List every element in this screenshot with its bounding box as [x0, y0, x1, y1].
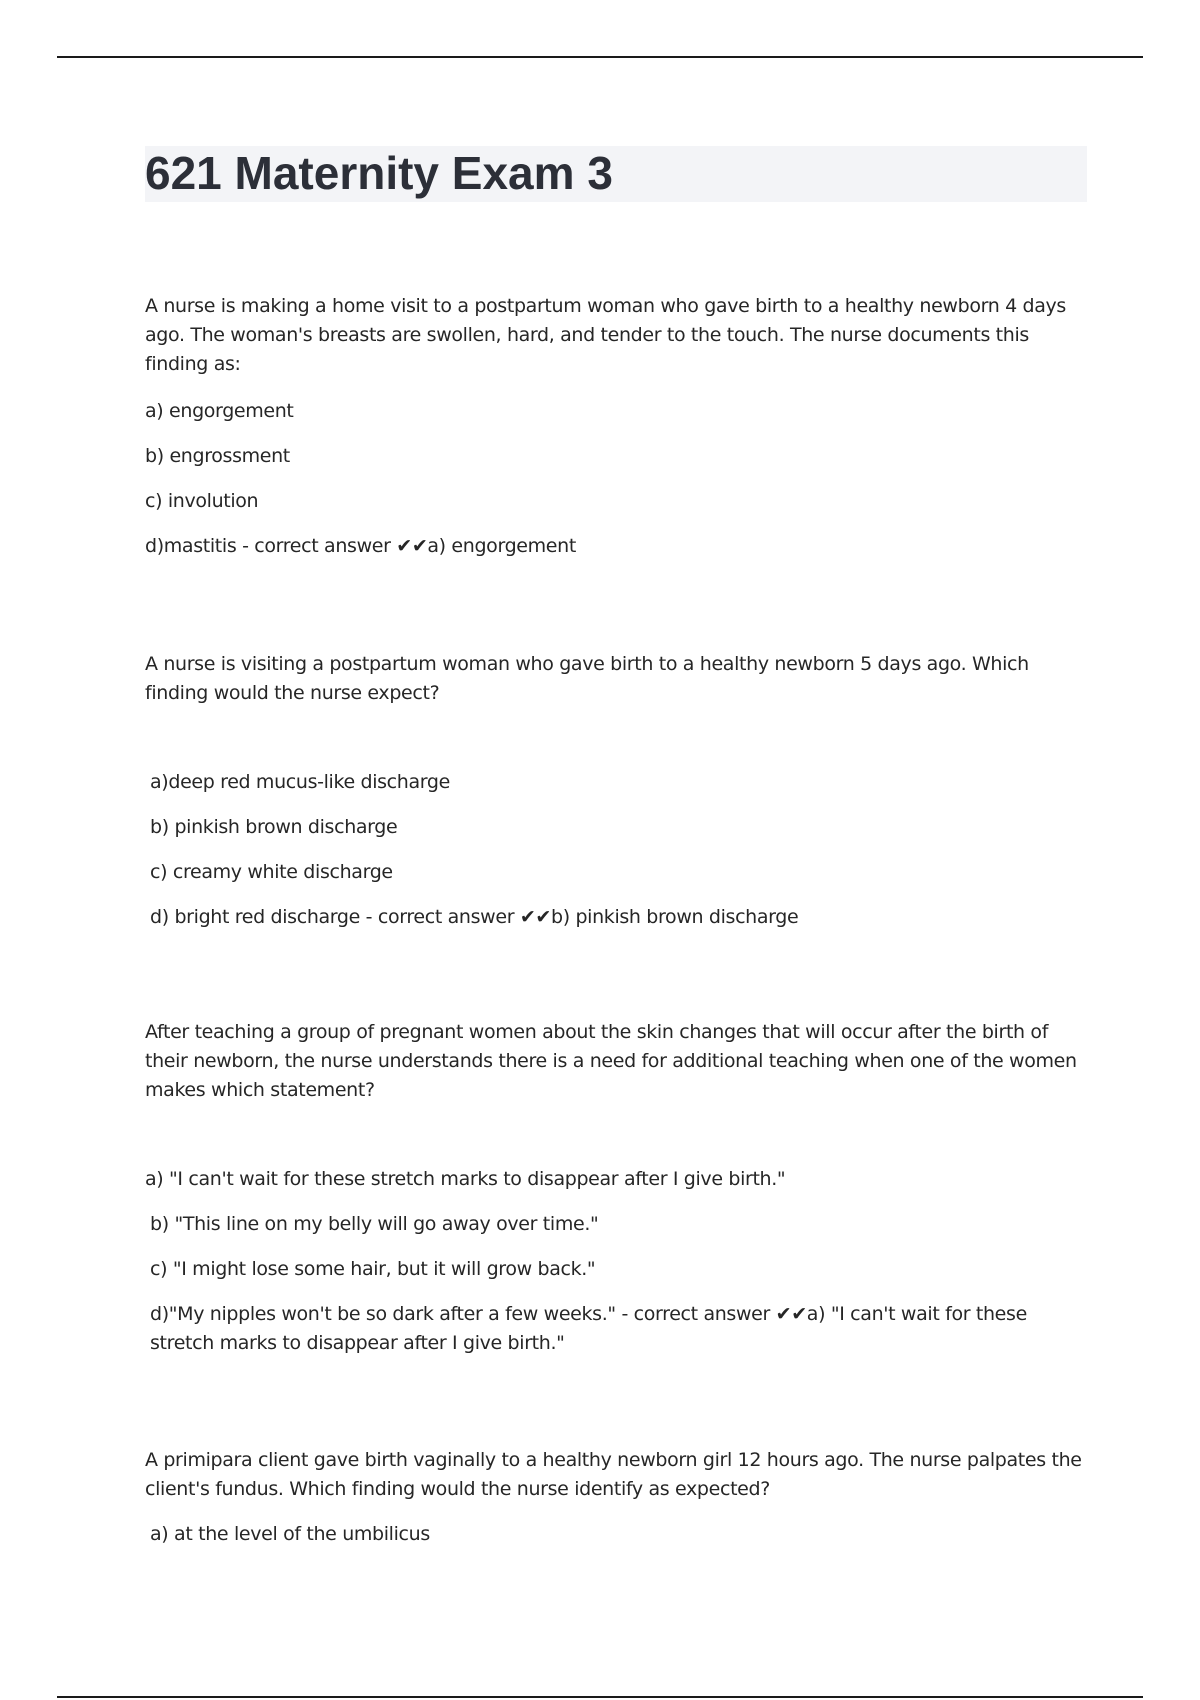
question-block [145, 292, 1090, 561]
answer-option: a) "I can't wait for these stretch marks to disappear after I give birth." [145, 1168, 786, 1190]
answer-option: b) engrossment [145, 445, 290, 467]
answer-option: a)deep red mucus-like discharge [150, 771, 450, 793]
answer-options [145, 397, 1090, 561]
question-block [145, 1018, 1090, 1358]
answer-option: b) "This line on my belly will go away over time." [150, 1213, 599, 1235]
answer-option: c) creamy white discharge [150, 861, 393, 883]
bottom-divider [57, 1696, 1143, 1698]
question-block [145, 650, 1090, 932]
answer-options [145, 1520, 1090, 1549]
question-stem: A nurse is visiting a postpartum woman who gave birth to a healthy newborn 5 days ago. Which finding would the nurse expect? [145, 653, 1029, 704]
top-divider [57, 56, 1143, 58]
answer-options [145, 768, 1090, 932]
answer-option-with-answer: d)mastitis - correct answer ✔✔a) engorgement [145, 535, 576, 557]
question-stem: After teaching a group of pregnant women about the skin changes that will occur after the birth of their newborn, the nurse understands there is a need for additional teaching when one of the women makes which statement? [145, 1021, 1077, 1101]
answer-options [145, 1165, 1090, 1358]
answer-option-with-answer: d) bright red discharge - correct answer ✔✔b) pinkish brown discharge [150, 906, 799, 928]
answer-option: c) involution [145, 490, 259, 512]
page-title: 621 Maternity Exam 3 [145, 147, 613, 199]
question-block [145, 1446, 1090, 1549]
answer-option: c) "I might lose some hair, but it will grow back." [150, 1258, 596, 1280]
question-stem: A primipara client gave birth vaginally to a healthy newborn girl 12 hours ago. The nurse palpates the client's fundus. Which finding would the nurse identify as expected? [145, 1449, 1082, 1500]
answer-option: a) at the level of the umbilicus [150, 1523, 430, 1545]
question-stem: A nurse is making a home visit to a postpartum woman who gave birth to a healthy newborn 4 days ago. The woman's breasts are swollen, hard, and tender to the touch. The nurse documents this finding as: [145, 295, 1066, 375]
answer-option: b) pinkish brown discharge [150, 816, 398, 838]
answer-option: a) engorgement [145, 400, 294, 422]
exam-content [145, 292, 1090, 1565]
answer-option-with-answer: d)"My nipples won't be so dark after a few weeks." - correct answer ✔✔a) "I can't wait for these stretch marks to disappear after I give birth." [150, 1303, 1027, 1354]
